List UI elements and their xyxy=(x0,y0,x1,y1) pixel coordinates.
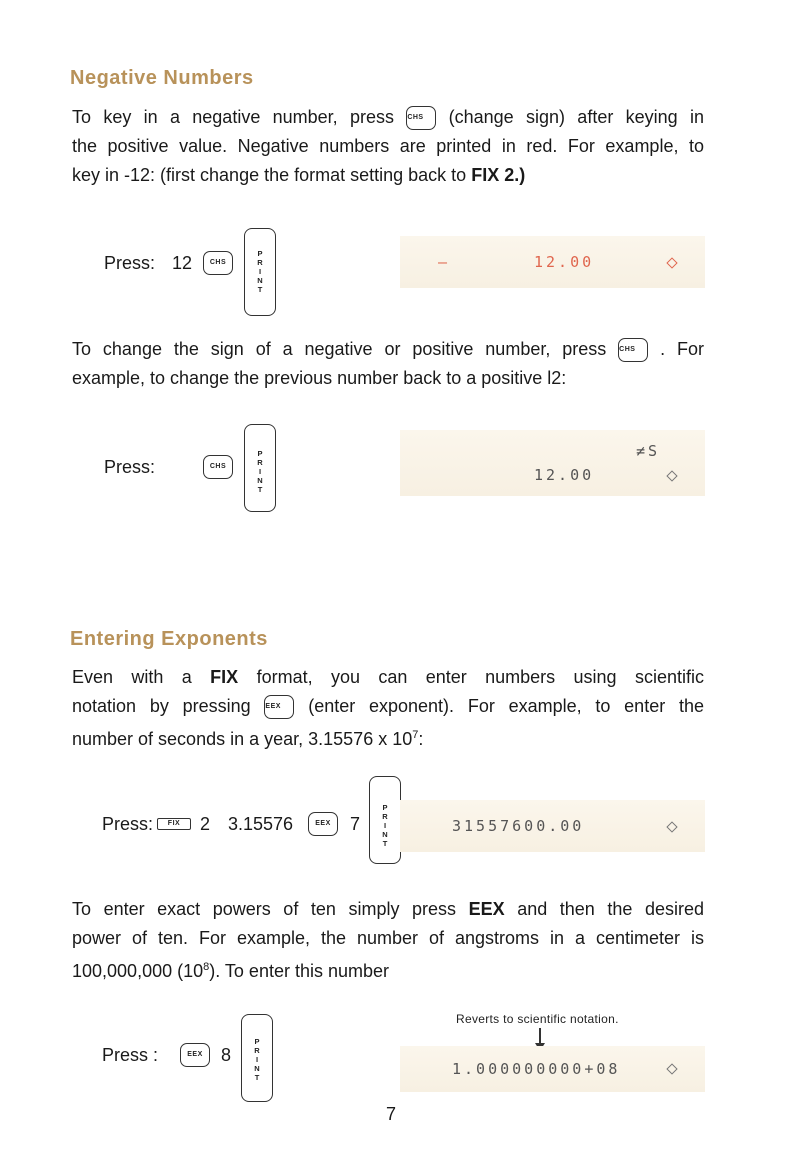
printer-tape xyxy=(400,800,705,852)
text: (change sign) after keying in xyxy=(448,107,704,127)
text: example, to change the previous number back to a positive l2: xyxy=(72,368,567,388)
tape-minus-sign: — xyxy=(438,253,451,271)
chs-key-icon: CHS xyxy=(203,455,233,479)
eex-key-icon: EEX xyxy=(264,695,294,719)
arrow-shaft xyxy=(539,1028,541,1044)
printer-tape xyxy=(400,1046,705,1092)
text: (enter exponent). For example, to enter the xyxy=(308,696,704,716)
text: ). To enter this number xyxy=(209,961,390,981)
printer-tape xyxy=(400,236,705,288)
eex-key-icon: EEX xyxy=(308,812,338,836)
page-number: 7 xyxy=(386,1104,397,1124)
fix-2-keyword: FIX 2.) xyxy=(471,165,526,185)
diamond-icon xyxy=(666,257,677,268)
diamond-icon xyxy=(666,821,677,832)
paragraph-change-sign xyxy=(72,335,704,393)
text: To key in a negative number, press xyxy=(72,107,394,127)
text: power of ten. For example, the number of angstroms in a centimeter is xyxy=(72,928,704,948)
section-heading-negative-numbers: Negative Numbers xyxy=(70,67,254,89)
text: : xyxy=(418,729,424,749)
press-label: Press: xyxy=(102,814,154,834)
keyed-value: 7 xyxy=(350,814,361,834)
annotation-note: Reverts to scientific notation. xyxy=(456,1012,619,1026)
print-key-icon: P R I N T xyxy=(241,1014,273,1102)
text: and then the desired xyxy=(517,899,704,919)
text: 100,000,000 (10 xyxy=(72,961,204,981)
chs-key-icon: CHS xyxy=(406,106,436,130)
chs-key-icon: CHS xyxy=(618,338,648,362)
superscript: 7 xyxy=(412,729,419,741)
text: Even with a xyxy=(72,667,192,687)
tape-annotation: ≠S xyxy=(636,442,661,460)
text: the positive value. Negative numbers are printed in red. For example, to xyxy=(72,136,704,156)
keyed-value: 3.15576 xyxy=(228,814,294,834)
chs-key-icon: CHS xyxy=(203,251,233,275)
fix-keyword: FIX xyxy=(210,667,239,687)
keyed-value: 12 xyxy=(172,253,193,273)
diamond-icon xyxy=(666,470,677,481)
text: . For xyxy=(660,339,704,359)
print-key-icon: P R I N T xyxy=(244,228,276,316)
paragraph-negative-intro xyxy=(72,103,704,190)
keyed-value: 2 xyxy=(200,814,211,834)
keyed-value: 8 xyxy=(221,1045,232,1065)
section-heading-entering-exponents: Entering Exponents xyxy=(70,628,268,650)
diamond-icon xyxy=(666,1063,677,1074)
text: format, you can enter numbers using scientific xyxy=(256,667,704,687)
press-label: Press : xyxy=(102,1045,159,1065)
fix-key-icon: FIX xyxy=(157,818,191,830)
tape-value: 1.000000000+08 xyxy=(452,1060,621,1078)
text: To enter exact powers of ten simply press xyxy=(72,899,457,919)
print-key-icon: P R I N T xyxy=(369,776,401,864)
printer-tape xyxy=(400,430,705,496)
superscript: 8 xyxy=(203,961,210,973)
press-label: Press: xyxy=(104,457,156,477)
tape-value: 12.00 xyxy=(534,253,595,271)
eex-key-icon: EEX xyxy=(180,1043,210,1067)
tape-value: 31557600.00 xyxy=(452,817,585,835)
print-key-icon: P R I N T xyxy=(244,424,276,512)
text: number of seconds in a year, 3.15576 x 10 xyxy=(72,729,413,749)
paragraph-exact-powers xyxy=(72,895,704,986)
paragraph-exponents-intro xyxy=(72,663,704,754)
eex-keyword: EEX xyxy=(468,899,505,919)
press-label: Press: xyxy=(104,253,156,273)
tape-value: 12.00 xyxy=(534,466,595,484)
text: key in -12: (first change the format setting back to xyxy=(72,165,467,185)
text: To change the sign of a negative or positive number, press xyxy=(72,339,607,359)
text: notation by pressing xyxy=(72,696,251,716)
